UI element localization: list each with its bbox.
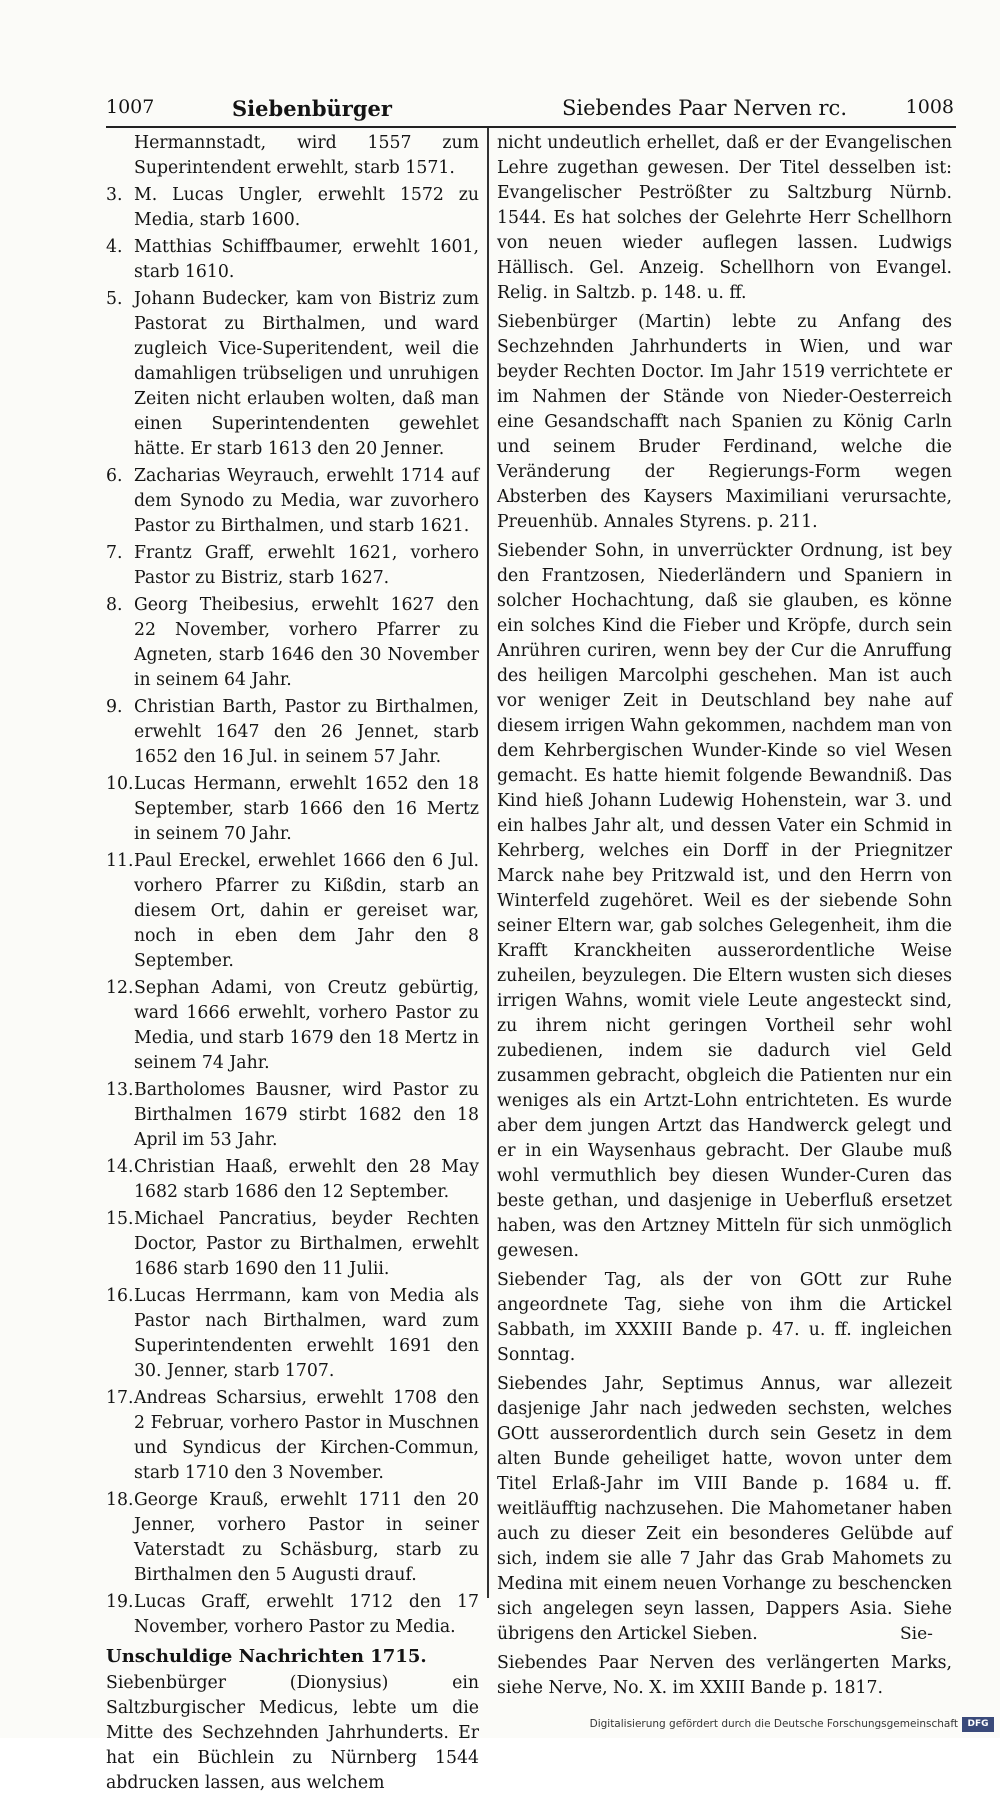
header-rule — [106, 126, 956, 128]
list-item — [106, 287, 479, 462]
list-item-text: Andreas Scharsius, erwehlt 1708 den 2 Februar, vorhero Pastor in Muschnen und Syndicus der Kirchen-Commun, starb 1710 den 3 November. — [134, 1388, 479, 1483]
list-item-number: 17. — [106, 1388, 134, 1408]
list-item-number: 18. — [106, 1490, 134, 1510]
column-divider — [487, 128, 489, 1598]
source-heading: Unschuldige Nachrichten 1715. — [106, 1646, 427, 1667]
dionysius-paragraph: Siebenbürger (Dionysius) ein Saltzburgischer Medicus, lebte um die Mitte des Sechzehnden Jahrhunderts. Er hat ein Büchlein zu Nürnberg 1544 abdrucken lassen, aus welchem — [106, 1673, 479, 1793]
list-item-text: Frantz Graff, erwehlt 1621, vorhero Pastor zu Bistriz, starb 1627. — [134, 543, 479, 588]
footer-credit: Digitalisierung gefördert durch die Deutsche Forschungsgemeinschaft — [589, 1718, 958, 1730]
list-item-text: Johann Budecker, kam von Bistriz zum Pastorat zu Birthalmen, und ward zugleich Vice-Superitendent, weil die damahligen trübseligen und unruhigen Zeiten nicht erlauben wolten, daß man einen Superintendenten gewehlet hätte. Er starb 1613 den 20 Jenner. — [134, 289, 479, 459]
list-item-text: Georg Theibesius, erwehlt 1627 den 22 November, vorhero Pfarrer zu Agneten, starb 1646 den 30 November in seinem 64 Jahr. — [134, 595, 479, 690]
paragraph-siebendes-jahr: Siebendes Jahr, Septimus Annus, war allezeit dasjenige Jahr nach jedweden sechsten, welches GOtt ausserordentlich durch sein Gesetz in dem alten Bunde geheiliget hatte, wovon unter dem Titel Erlaß-Jahr im VIII Bande p. 1684 u. ff. weitläufftig nachzusehen. Die Mahometaner haben auch zu dieser Zeit ein besonderes Gelübde auf sich, indem sie alle 7 Jahr das Grab Mahomets zu Medina mit einem neuen Vorhange zu beschencken sich angelegen seyn lassen, Dappers Asia. Siehe übrigens den Artickel Sieben. — [497, 1374, 952, 1644]
list-item-text: Zacharias Weyrauch, erwehlt 1714 auf dem Synodo zu Media, war zuvorhero Pastor zu Birthalmen, und starb 1621. — [134, 466, 479, 536]
list-item — [106, 772, 479, 847]
list-item-number: 14. — [106, 1157, 134, 1177]
paragraph-continuation: nicht undeutlich erhellet, daß er der Evangelischen Lehre zugethan gewesen. Der Titel desselben ist: Evangelischer Peströßter zu Saltzburg Nürnb. 1544. Es hat solches der Gelehrte Herr Schellhorn von neuen wieder auflegen lassen. Ludwigs Hällisch. Gel. Anzeig. Schellhorn von Evangel. Relig. in Saltzb. p. 148. u. ff. — [497, 133, 952, 303]
list-item-text: Christian Barth, Pastor zu Birthalmen, erwehlt 1647 den 26 Jennet, starb 1652 den 16 Jul. in seinem 57 Jahr. — [134, 697, 479, 767]
list-item-number: 8. — [106, 595, 123, 615]
list-item — [106, 1078, 479, 1153]
superintendent-list — [106, 131, 479, 1640]
right-page-number: 1008 — [905, 96, 954, 118]
list-item-number: 3. — [106, 185, 123, 205]
list-item-number: 19. — [106, 1592, 134, 1612]
left-running-title: Siebenbürger — [232, 96, 392, 121]
paragraph-siebender-tag: Siebender Tag, als der von GOtt zur Ruhe angeordnete Tag, siehe von ihm die Artickel Sabbath, im XXXIII Bande p. 47. u. ff. ingleichen Sonntag. — [497, 1270, 952, 1365]
catchword: Sie- — [900, 1624, 933, 1644]
list-item-text: Lucas Hermann, erwehlt 1652 den 18 September, starb 1666 den 16 Mertz in seinem 70 Jahr. — [134, 774, 479, 844]
list-item-text: Hermannstadt, wird 1557 zum Superintendent erwehlt, starb 1571. — [134, 133, 479, 178]
list-item-number: 16. — [106, 1286, 134, 1306]
list-item — [106, 131, 479, 181]
list-item-number: 9. — [106, 697, 123, 717]
list-item — [106, 235, 479, 285]
paragraph-siebendes-paar-nerven: Siebendes Paar Nerven des verlängerten Marks, siehe Nerve, No. X. im XXIII Bande p. 1817. — [497, 1653, 952, 1698]
list-item — [106, 976, 479, 1076]
list-item-number: 7. — [106, 543, 123, 563]
list-item — [106, 1386, 479, 1486]
list-item-number: 13. — [106, 1080, 134, 1100]
list-item-number: 15. — [106, 1209, 134, 1229]
paragraph-martin: Siebenbürger (Martin) lebte zu Anfang des Sechzehnden Jahrhunderts in Wien, und war beyder Rechten Doctor. Im Jahr 1519 verrichtete er im Nahmen der Stände von Nieder-Oesterreich eine Gesandschafft nach Spanien zu König Carln und seinem Bruder Ferdinand, welche die Veränderung der Regierungs-Form wegen Absterben des Kaysers Maximiliani verursachte, Preuenhüb. Annales Styrens. p. 211. — [497, 312, 952, 532]
list-item-number: 12. — [106, 978, 134, 998]
list-item-text: Christian Haaß, erwehlt den 28 May 1682 starb 1686 den 12 September. — [134, 1157, 479, 1202]
list-item — [106, 541, 479, 591]
list-item-number: 4. — [106, 237, 123, 257]
list-item-text: Matthias Schiffbaumer, erwehlt 1601, starb 1610. — [134, 237, 479, 282]
list-item-text: M. Lucas Ungler, erwehlt 1572 zu Media, starb 1600. — [134, 185, 479, 230]
list-item-text: George Krauß, erwehlt 1711 den 20 Jenner, vorhero Pastor in seiner Vaterstadt zu Schäsburg, starb zu Birthalmen den 5 Augusti drauf. — [134, 1490, 479, 1585]
list-item — [106, 1590, 479, 1640]
list-item — [106, 1155, 479, 1205]
left-column — [106, 131, 479, 1800]
list-item-number: 10. — [106, 774, 134, 794]
list-item — [106, 593, 479, 693]
list-item-text: Lucas Graff, erwehlt 1712 den 17 November, vorhero Pastor zu Media. — [134, 1592, 479, 1637]
footer-bar — [0, 1714, 1000, 1738]
left-page-number: 1007 — [106, 96, 155, 118]
list-item-number: 6. — [106, 466, 123, 486]
list-item-text: Lucas Herrmann, kam von Media als Pastor nach Birthalmen, ward zum Superintendenten erwehlt 1691 den 30. Jenner, starb 1707. — [134, 1286, 479, 1381]
list-item — [106, 464, 479, 539]
right-running-title: Siebendes Paar Nerven rc. — [562, 96, 847, 120]
list-item-text: Sephan Adami, von Creutz gebürtig, ward 1666 erwehlt, vorhero Pastor zu Media, und starb 1679 den 18 Mertz in seinem 74 Jahr. — [134, 978, 479, 1073]
list-item-number: 11. — [106, 851, 134, 871]
list-item-text: Bartholomes Bausner, wird Pastor zu Birthalmen 1679 stirbt 1682 den 18 April im 53 Jahr. — [134, 1080, 479, 1150]
list-item — [106, 695, 479, 770]
list-item — [106, 1488, 479, 1588]
paragraph-siebender-sohn: Siebender Sohn, in unverrückter Ordnung, ist bey den Frantzosen, Niederländern und Spaniern in solcher Hochachtung, daß sie glauben, es könne ein solches Kind die Fieber und Kröpfe, durch sein Anrühren curiren, wenn bey der Cur die Anruffung des heiligen Marcolphi geschehen. Man ist auch vor weniger Zeit in Deutschland bey nahe auf diesem irrigen Wahn gekommen, nachdem man von dem Kehrbergischen Wunder-Kinde so viel Wesen gemacht. Es hatte hiemit folgende Bewandniß. Das Kind hieß Johann Ludewig Hohenstein, war 3. und ein halbes Jahr alt, und dessen Vater ein Schmid in Kehrberg, welches ein Dorff in der Priegnitzer Marck nahe bey Pritzwald ist, und den Herrn von Winterfeld zugehöret. Weil es der siebende Sohn seiner Eltern war, gab solches Gelegenheit, ihm die Krafft Kranckheiten ausserordentliche Weise zuheilen, beyzulegen. Die Eltern wusten sich dieses irrigen Wahns, womit viele Leute angesteckt sind, zu ihrem nicht geringen Vortheil sehr wohl zubedienen, indem sie dadurch viel Geld zusammen gebracht, obgleich die Patienten nur ein weniges als ein Artzt-Lohn entrichteten. Es wurde aber dem jungen Artzt das Handwerck gelegt und er in ein Waysenhaus gebracht. Der Glaube muß wohl vermuthlich bey diesen Wunder-Curen das beste gethan, und dasjenige in Ueberfluß ersetzet haben, was den Artzney Mitteln für sich unmöglich gewesen. — [497, 541, 952, 1261]
list-item — [106, 1284, 479, 1384]
list-item — [106, 849, 479, 974]
list-item — [106, 183, 479, 233]
list-item-text: Michael Pancratius, beyder Rechten Doctor, Pastor zu Birthalmen, erwehlt 1686 starb 1690 den 11 Julii. — [134, 1209, 479, 1279]
right-column — [497, 131, 952, 1705]
list-item-text: Paul Ereckel, erwehlet 1666 den 6 Jul. vorhero Pfarrer zu Kißdin, starb an diesem Ort, dahin er gereiset war, noch in eben dem Jahr den 8 September. — [134, 851, 479, 971]
list-item-number: 5. — [106, 289, 123, 309]
list-item — [106, 1207, 479, 1282]
dfg-logo: DFG — [962, 1717, 994, 1732]
